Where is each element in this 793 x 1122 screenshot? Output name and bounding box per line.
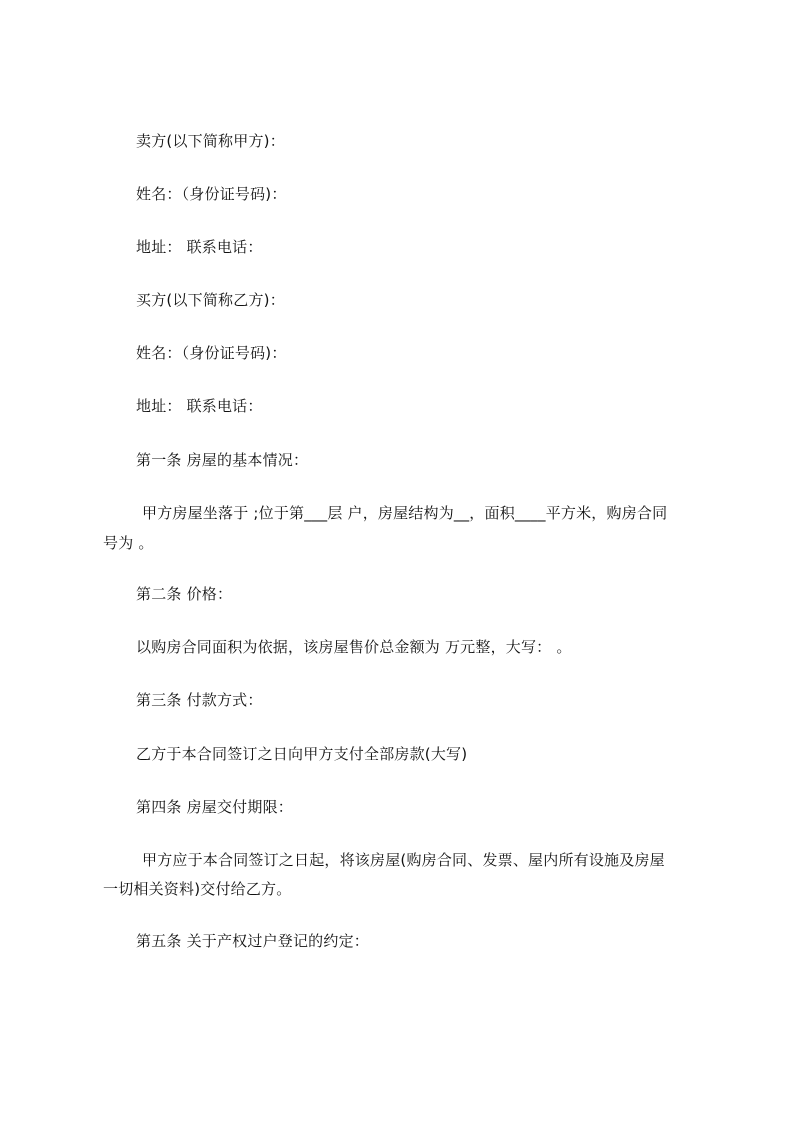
article-1-text-line-1: 甲方房屋坐落于 ;位于第___层 户，房屋结构为__，面积____平方米，购房合同 (142, 504, 668, 522)
seller-name-line: 姓名：（身份证号码)： (136, 185, 287, 203)
article-3-heading: 第三条 付款方式： (136, 691, 263, 709)
buyer-heading: 买方(以下简称乙方)： (136, 291, 285, 309)
buyer-address-line: 地址： 联系电话： (136, 397, 263, 415)
article-1-text-line-2: 号为 。 (103, 534, 154, 552)
article-5-heading: 第五条 关于产权过户登记的约定： (136, 932, 369, 950)
article-1-heading: 第一条 房屋的基本情况： (136, 451, 309, 469)
seller-heading: 卖方(以下简称甲方)： (136, 132, 285, 150)
article-2-text: 以购房合同面积为依据，该房屋售价总金额为 万元整，大写： 。 (136, 638, 572, 656)
article-3-text: 乙方于本合同签订之日向甲方支付全部房款(大写) (136, 745, 468, 763)
buyer-name-line: 姓名：（身份证号码)： (136, 344, 287, 362)
seller-address-line: 地址： 联系电话： (136, 238, 263, 256)
article-4-heading: 第四条 房屋交付期限： (136, 798, 293, 816)
article-4-text-line-2: 一切相关资料)交付给乙方。 (103, 880, 292, 898)
article-2-heading: 第二条 价格： (136, 585, 233, 603)
article-4-text-line-1: 甲方应于本合同签订之日起，将该房屋(购房合同、发票、屋内所有设施及房屋 (142, 851, 665, 869)
